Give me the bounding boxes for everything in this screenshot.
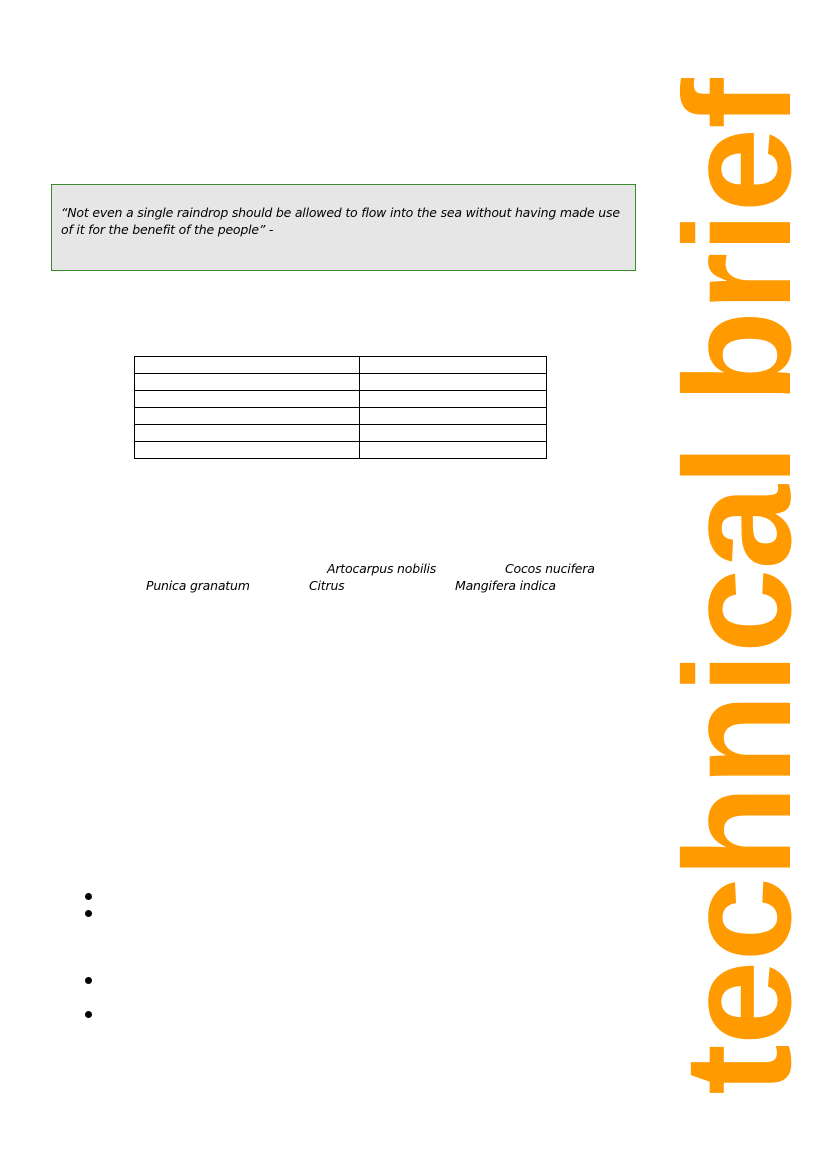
bullet-point (85, 910, 92, 917)
table-cell (135, 374, 360, 391)
table-cell (135, 442, 360, 459)
side-banner (650, 0, 827, 1169)
quote-box (51, 184, 636, 271)
table-row (135, 408, 547, 425)
table-cell (360, 442, 547, 459)
table-cell (360, 408, 547, 425)
table-cell (360, 357, 547, 374)
table-cell (360, 374, 547, 391)
species-citrus: Citrus (309, 578, 345, 593)
bullet-point (85, 893, 92, 900)
species-artocarpus: Artocarpus nobilis (327, 561, 437, 576)
table-row (135, 442, 547, 459)
table-row (135, 374, 547, 391)
table-cell (135, 357, 360, 374)
table-cell (135, 391, 360, 408)
table-cell (360, 391, 547, 408)
species-cocos: Cocos nucifera (505, 561, 595, 576)
bullet-point (85, 977, 92, 984)
table-row (135, 425, 547, 442)
quote-text: “Not even a single raindrop should be allowed to flow into the sea without having made use of it for the benefit of the people” - (61, 205, 620, 237)
side-title: technical brief (653, 79, 823, 1095)
bullet-point (85, 1011, 92, 1018)
table-cell (135, 408, 360, 425)
table-cell (360, 425, 547, 442)
table-row (135, 357, 547, 374)
table-cell (135, 425, 360, 442)
table-row (135, 391, 547, 408)
species-mangifera: Mangifera indica (455, 578, 556, 593)
species-punica: Punica granatum (146, 578, 250, 593)
data-table (134, 356, 547, 459)
